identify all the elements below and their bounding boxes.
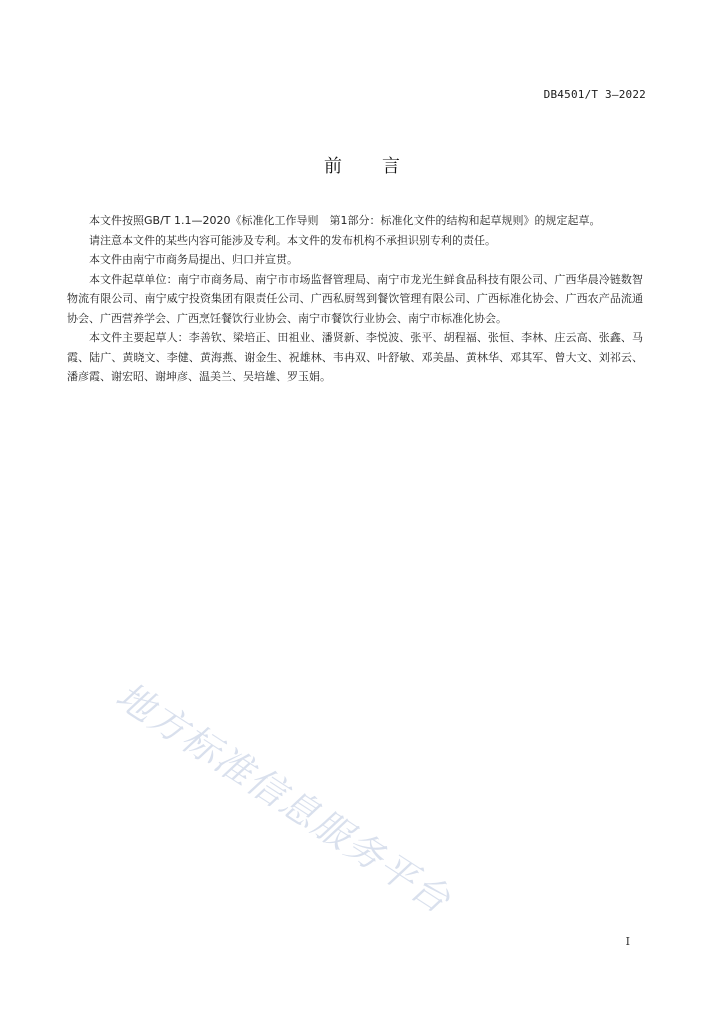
paragraph-drafters: 本文件主要起草人：李善钦、梁培正、田祖业、潘贤新、李悦波、张平、胡程福、张恒、李林、庄云高、张鑫、马霞、陆广、黄晓文、李健、黄海燕、谢金生、祝雄林、韦冉双、叶舒敏、邓美晶、黄林华、邓其军、曾大文、刘祁云、潘彦霞、谢宏昭、谢坤彦、温美兰、吴培雄、罗玉娟。: [67, 331, 643, 383]
page-number: I: [625, 935, 630, 948]
page-title: 前言: [324, 156, 440, 177]
paragraph-drafting-basis: 本文件按照GB/T 1.1—2020《标准化工作导则 第1部分：标准化文件的结构和起草规则》的规定起草。: [89, 214, 601, 227]
paragraph-drafting-units: 本文件起草单位：南宁市商务局、南宁市市场监督管理局、南宁市龙光生鲜食品科技有限公司、广西华晨冷链数智物流有限公司、南宁威宁投资集团有限责任公司、广西私厨驾到餐饮管理有限公司、广西标准化协会、广西农产品流通协会、广西营养学会、广西烹饪餐饮行业协会、南宁市餐饮行业协会、南宁市标准化协会。: [67, 272, 643, 325]
paragraph-patent-notice: 请注意本文件的某些内容可能涉及专利。本文件的发布机构不承担识别专利的责任。: [89, 233, 496, 247]
document-body: [67, 211, 643, 387]
watermark: 地方标准信息服务平台: [108, 673, 459, 923]
document-code: DB4501/T 3—2022: [543, 88, 646, 101]
paragraph-proposer: 本文件由南宁市商务局提出、归口并宣贯。: [89, 253, 298, 266]
